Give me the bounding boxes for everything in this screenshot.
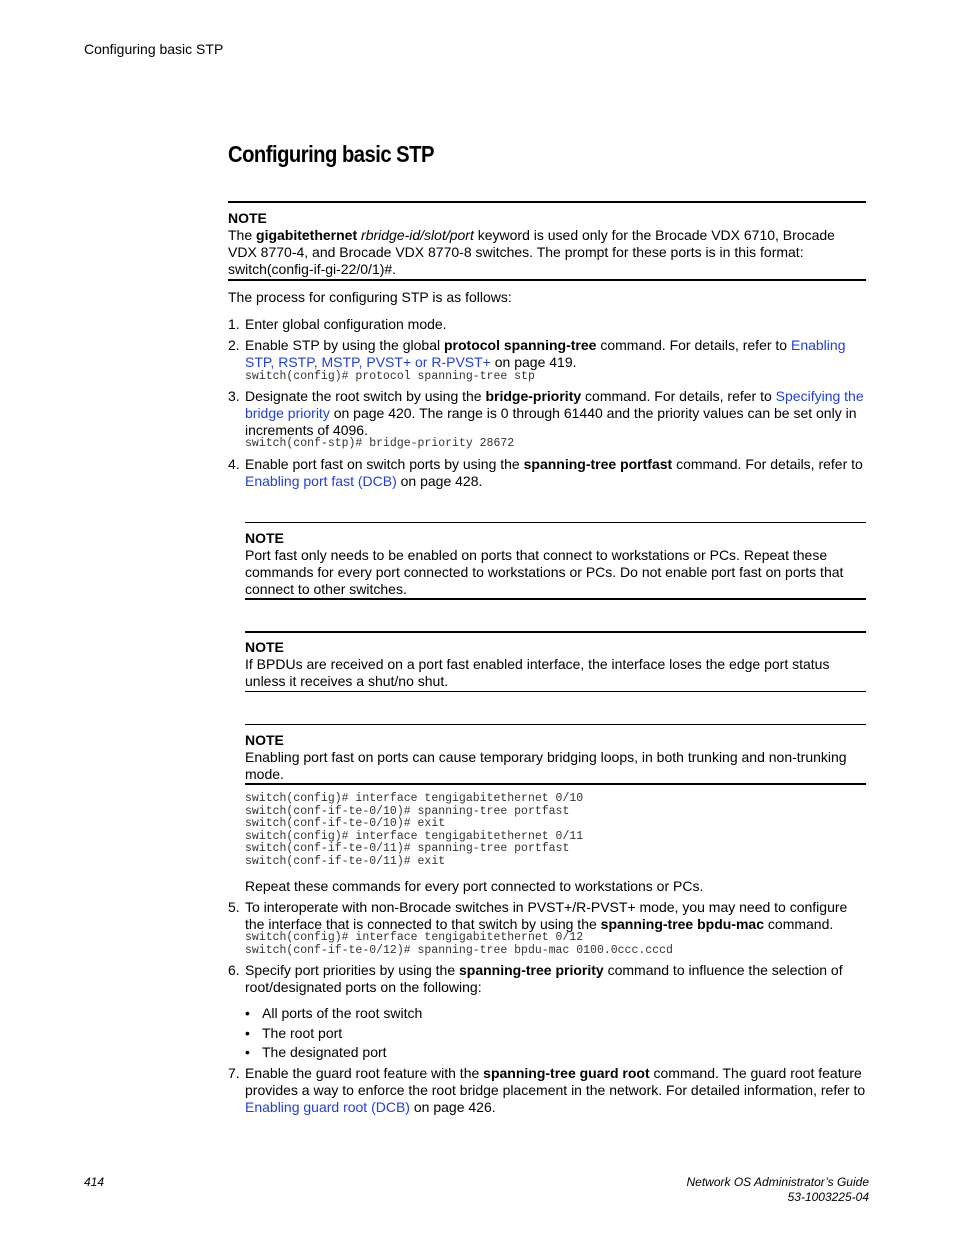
note3-label: NOTE [245,639,284,655]
link-bridge-priority[interactable]: Specifying the bridge priority [245,388,864,421]
note3-text: If BPDUs are received on a port fast enabled interface, the interface loses the edge port status unless it receives a shut/no shut. [245,656,830,689]
note4-text: Enabling port fast on ports can cause temporary bridging loops, in both trunking and non-trunking mode. [245,749,847,782]
repeat-text: Repeat these commands for every port connected to workstations or PCs. [245,878,704,894]
note4-top-rule [245,724,866,725]
note2-top-rule [245,522,866,523]
step2-number: 2. [228,337,240,353]
footer-doc-number: 53-1003225-04 [787,1190,869,1204]
step1-text: Enter global configuration mode. [245,316,447,332]
note2-text: Port fast only needs to be enabled on ports that connect to workstations or PCs. Repeat these commands for every port connected to workstations or PCs. Do not enable port fast on ports that connect to other switches. [245,547,844,597]
note1-text: The gigabitethernet rbridge-id/slot/port keyword is used only for the Brocade VDX 6710, Brocade VDX 8770-4, and Brocade VDX 8770-8 switches. The prompt for these ports is in this format: switch(config-if-gi-22/0/1)#. [228,227,835,277]
note1-top-rule [228,201,866,203]
step4-number: 4. [228,456,240,472]
note2 [245,530,865,598]
step3-number: 3. [228,388,240,404]
step4-text: Enable port fast on switch ports by using the spanning-tree portfast command. For details, refer to Enabling port fast (DCB) on page 428. [245,456,863,489]
note1-bottom-rule [228,279,866,281]
link-port-fast[interactable]: Enabling port fast (DCB) [245,473,397,489]
step2-code: switch(config)# protocol spanning-tree stp [245,370,535,383]
link-enabling-stp[interactable]: Enabling STP, RSTP, MSTP, PVST+ or R-PVST+ [245,337,846,370]
bullet-marker: • [245,1005,250,1021]
bullet-item: The designated port [262,1044,387,1060]
note4-label: NOTE [245,732,284,748]
note1-label: NOTE [228,210,267,226]
step5-code: switch(config)# interface tengigabitethernet 0/12 switch(conf-if-te-0/12)# spanning-tree bpdu-mac 0100.0ccc.cccd [245,931,673,957]
link-guard-root[interactable]: Enabling guard root (DCB) [245,1099,410,1115]
portfast-code-block: switch(config)# interface tengigabitethernet 0/10 switch(conf-if-te-0/10)# spanning-tree portfast switch(conf-if-te-0/10)# exit switch(config)# interface tengigabitethernet 0/11 switch(conf-if-te-0/11)# spanning-tree portfast switch(conf-if-te-0/11)# exit [245,792,584,868]
bullet-marker: • [245,1044,250,1060]
note1 [228,210,864,278]
note4 [245,732,865,783]
step7-number: 7. [228,1065,240,1081]
note3 [245,639,865,690]
intro-text: The process for configuring STP is as follows: [228,289,512,305]
step5-number: 5. [228,899,240,915]
step5-text: To interoperate with non-Brocade switches in PVST+/R-PVST+ mode, you may need to configure the interface that is connected to that switch by using the spanning-tree bpdu-mac command. [245,899,848,932]
step2-text: Enable STP by using the global protocol spanning-tree command. For details, refer to Enabling STP, RSTP, MSTP, PVST+ or R-PVST+ on page 419. [245,337,846,370]
bullet-item: All ports of the root switch [262,1005,423,1021]
note4-bottom-rule [245,783,866,785]
footer-guide-title: Network OS Administrator’s Guide [686,1175,869,1189]
bullet-item: The root port [262,1025,343,1041]
step3-code: switch(conf-stp)# bridge-priority 28672 [245,437,515,450]
section-title: Configuring basic STP [228,141,434,167]
note2-bottom-rule [245,598,866,600]
step1-number: 1. [228,316,240,332]
step6-number: 6. [228,962,240,978]
step6-text: Specify port priorities by using the spanning-tree priority command to influence the selection of root/designated ports on the following: [245,962,843,995]
note2-label: NOTE [245,530,284,546]
running-header: Configuring basic STP [84,41,224,57]
note3-bottom-rule [245,691,866,692]
note3-top-rule [245,631,866,633]
page-number: 414 [84,1175,105,1189]
step3-text: Designate the root switch by using the bridge-priority command. For details, refer to Specifying the bridge priority on page 420. The range is 0 through 61440 and the priority values can be set only in increments of 4096. [245,388,864,438]
bullet-marker: • [245,1025,250,1041]
step7-text: Enable the guard root feature with the spanning-tree guard root command. The guard root feature provides a way to enforce the root bridge placement in the network. For detailed information, refer to Enabling guard root (DCB) on page 426. [245,1065,866,1115]
